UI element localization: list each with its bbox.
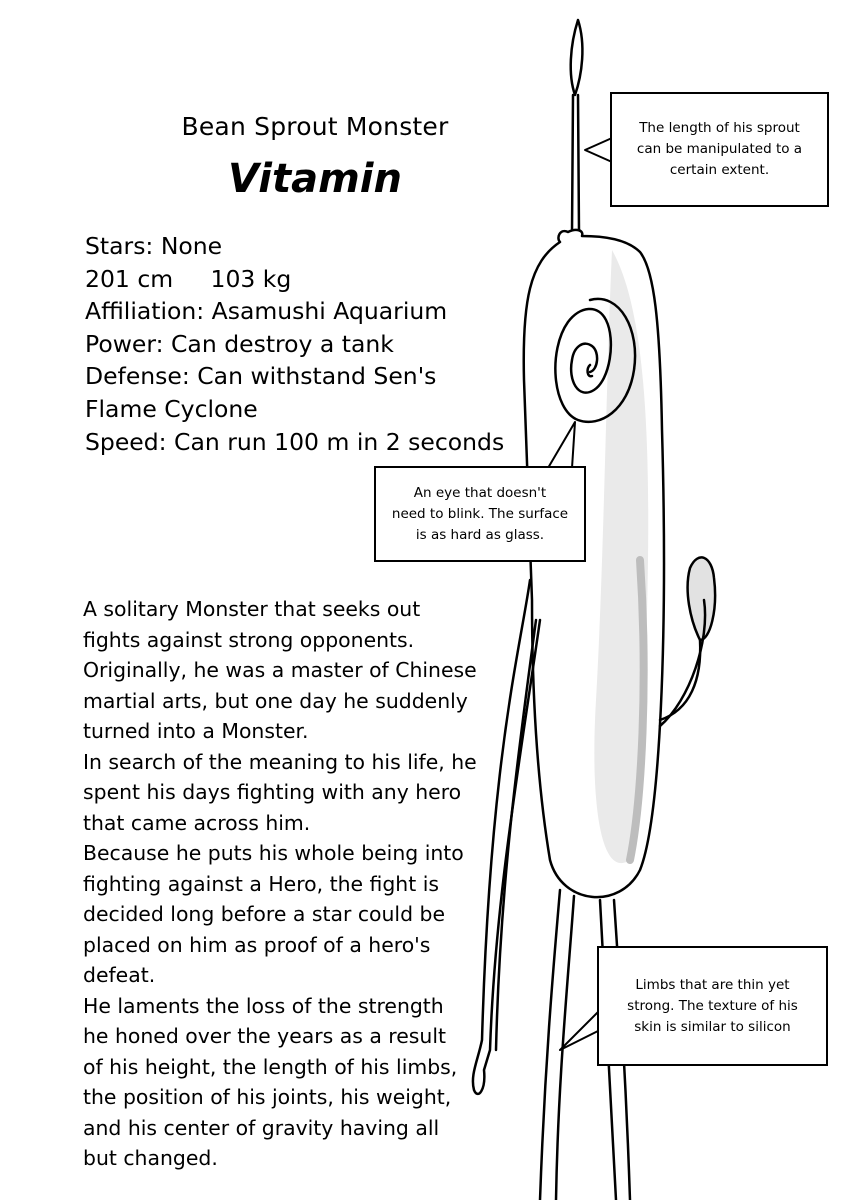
callout-line: skin is similar to silicon [634,1018,791,1035]
description-line: In search of the meaning to his life, he [83,749,477,774]
description-line: Because he puts his whole being into [83,841,464,865]
callout-eye [374,466,586,562]
description-line: He laments the loss of the strength [83,993,444,1018]
stat-stars: Stars: None [85,232,223,260]
description-line: A solitary Monster that seeks out [83,597,421,621]
description-line: martial arts, but one day he suddenly [83,688,468,713]
stat-speed: Speed: Can run 100 m in 2 seconds [85,427,505,456]
stat-defense-cont: Flame Cyclone [85,394,258,423]
description-block [83,594,533,1174]
callout-sprout [610,92,829,207]
description-line: decided long before a star could be [83,902,446,926]
monster-category: Bean Sprout Monster [181,112,449,141]
description-line: fighting against a Hero, the fight is [83,871,439,896]
stat-height-weight: 201 cm 103 kg [85,264,292,293]
description-line: fights against strong opponents. [83,627,415,652]
callout-line: certain extent. [669,162,770,178]
description-line: turned into a Monster. [83,719,309,743]
callout-line: Limbs that are thin yet [635,976,790,993]
description-line: but changed. [83,1146,218,1170]
stat-power: Power: Can destroy a tank [85,329,394,358]
right-arm [660,640,700,720]
stat-affiliation: Affiliation: Asamushi Aquarium [85,297,448,326]
description-line: Originally, he was a master of Chinese [83,658,477,682]
description-line: spent his days fighting with any hero [83,780,462,804]
callout-line: An eye that doesn't [413,484,547,501]
description-line: and his center of gravity having all [83,1115,440,1140]
description-line: he honed over the years as a result [83,1024,446,1048]
description-line: the position of his joints, his weight, [83,1085,452,1109]
sprout-icon [571,20,583,95]
callout-line: is as hard as glass. [415,526,545,543]
description-line: of his height, the length of his limbs, [83,1054,458,1079]
callout-line: can be manipulated to a [636,141,803,157]
description-line: defeat. [83,963,156,987]
callout-line: need to blink. The surface [391,505,569,522]
callout-line: strong. The texture of his [627,997,798,1014]
stats-block [85,230,525,458]
callout-limbs [597,946,828,1066]
description-line: placed on him as proof of a hero's [83,932,431,957]
callout-line: The length of his sprout [639,120,800,136]
description-line: that came across him. [83,810,311,835]
stat-defense: Defense: Can withstand Sen's [85,362,437,391]
monster-name: Vitamin [228,156,402,202]
